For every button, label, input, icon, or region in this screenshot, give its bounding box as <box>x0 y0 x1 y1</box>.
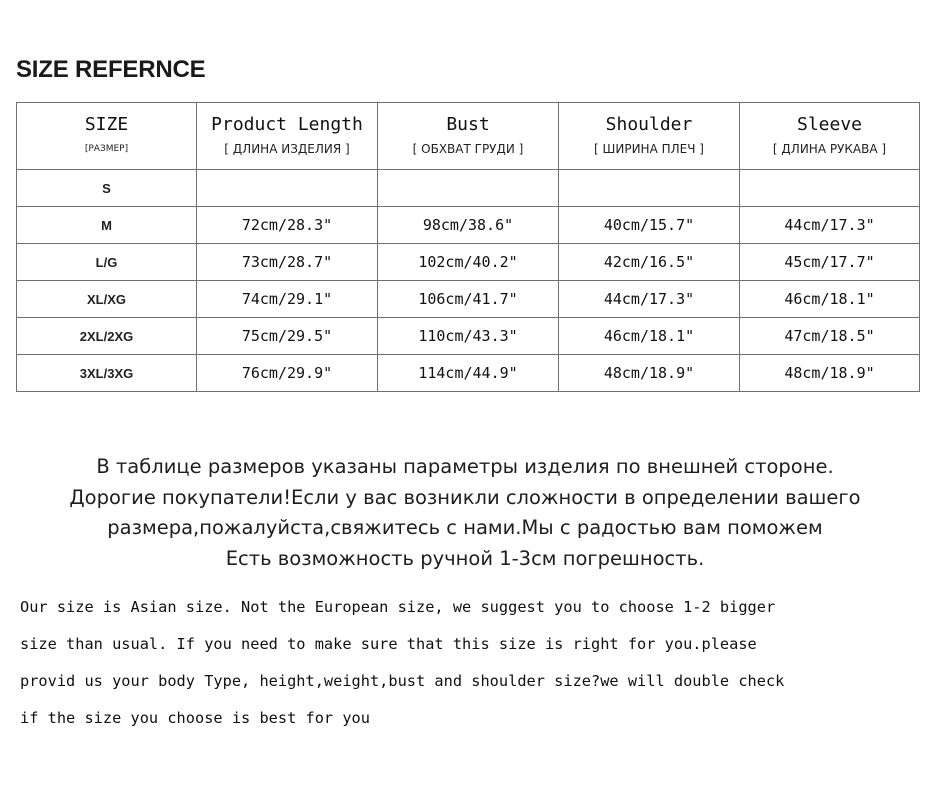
sleeve-cell: 48cm/18.9" <box>740 355 920 392</box>
sleeve-cell <box>740 170 920 207</box>
shoulder-cell: 40cm/15.7" <box>559 207 740 244</box>
product-length-cell: 75cm/29.5" <box>197 318 378 355</box>
header-label: Product Length <box>211 114 363 135</box>
size-cell: XL/XG <box>17 281 197 318</box>
shoulder-cell: 42cm/16.5" <box>559 244 740 281</box>
sleeve-cell: 45cm/17.7" <box>740 244 920 281</box>
header-sublabel: [ ДЛИНА РУКАВА ] <box>772 142 887 156</box>
product-length-cell: 74cm/29.1" <box>197 281 378 318</box>
notice-ru-line: Есть возможность ручной 1-3см погрешность. <box>225 546 705 570</box>
sleeve-cell: 47cm/18.5" <box>740 318 920 355</box>
page-title: SIZE REFERNCE <box>16 56 206 83</box>
header-label: Sleeve <box>796 114 863 135</box>
product-length-cell: 76cm/29.9" <box>197 355 378 392</box>
product-length-cell: 72cm/28.3" <box>197 207 378 244</box>
table-row <box>17 170 920 207</box>
table-row <box>17 355 920 392</box>
product-length-cell <box>197 170 378 207</box>
bust-cell: 106cm/41.7" <box>378 281 559 318</box>
notice-en-line: provid us your body Type, height,weight,bust and shoulder size?we will double check <box>20 672 785 690</box>
shoulder-cell: 44cm/17.3" <box>559 281 740 318</box>
header-sublabel: [ ДЛИНА ИЗДЕЛИЯ ] <box>224 142 350 156</box>
shoulder-cell: 48cm/18.9" <box>559 355 740 392</box>
shoulder-cell: 46cm/18.1" <box>559 318 740 355</box>
size-cell: M <box>17 207 197 244</box>
bust-cell: 102cm/40.2" <box>378 244 559 281</box>
sleeve-cell: 46cm/18.1" <box>740 281 920 318</box>
size-cell: 3XL/3XG <box>17 355 197 392</box>
header-bust <box>378 103 559 170</box>
size-cell: 2XL/2XG <box>17 318 197 355</box>
notice-en-line: Our size is Asian size. Not the European size, we suggest you to choose 1-2 bigger <box>20 598 776 616</box>
header-size <box>17 103 197 170</box>
bust-cell: 114cm/44.9" <box>378 355 559 392</box>
notice-ru-line: размера,пожалуйста,свяжитесь с нами.Мы с радостью вам поможем <box>107 516 823 539</box>
notice-english <box>20 589 920 737</box>
sleeve-cell: 44cm/17.3" <box>740 207 920 244</box>
bust-cell: 98cm/38.6" <box>378 207 559 244</box>
table-row <box>17 281 920 318</box>
notice-russian <box>0 452 930 574</box>
header-sublabel: [РАЗМЕР] <box>84 144 129 154</box>
header-label: Bust <box>446 114 490 135</box>
header-sublabel: [ ШИРИНА ПЛЕЧ ] <box>594 142 704 156</box>
table-row <box>17 207 920 244</box>
header-shoulder <box>559 103 740 170</box>
bust-cell: 110cm/43.3" <box>378 318 559 355</box>
size-table <box>16 102 920 392</box>
table-header-row <box>17 103 920 170</box>
table-row <box>17 318 920 355</box>
header-sleeve <box>740 103 920 170</box>
header-product-length <box>197 103 378 170</box>
table-row <box>17 244 920 281</box>
header-label: Shoulder <box>605 114 693 135</box>
header-sublabel: [ ОБХВАТ ГРУДИ ] <box>412 142 524 156</box>
notice-ru-line: В таблице размеров указаны параметры изделия по внешней стороне. <box>96 455 834 478</box>
notice-en-line: if the size you choose is best for you <box>20 709 370 727</box>
notice-en-line: size than usual. If you need to make sure that this size is right for you.please <box>20 635 757 653</box>
header-label: SIZE <box>84 114 129 135</box>
size-cell: S <box>17 170 197 207</box>
notice-ru-line: Дорогие покупатели!Если у вас возникли сложности в определении вашего <box>69 485 861 509</box>
shoulder-cell <box>559 170 740 207</box>
bust-cell <box>378 170 559 207</box>
product-length-cell: 73cm/28.7" <box>197 244 378 281</box>
size-cell: L/G <box>17 244 197 281</box>
